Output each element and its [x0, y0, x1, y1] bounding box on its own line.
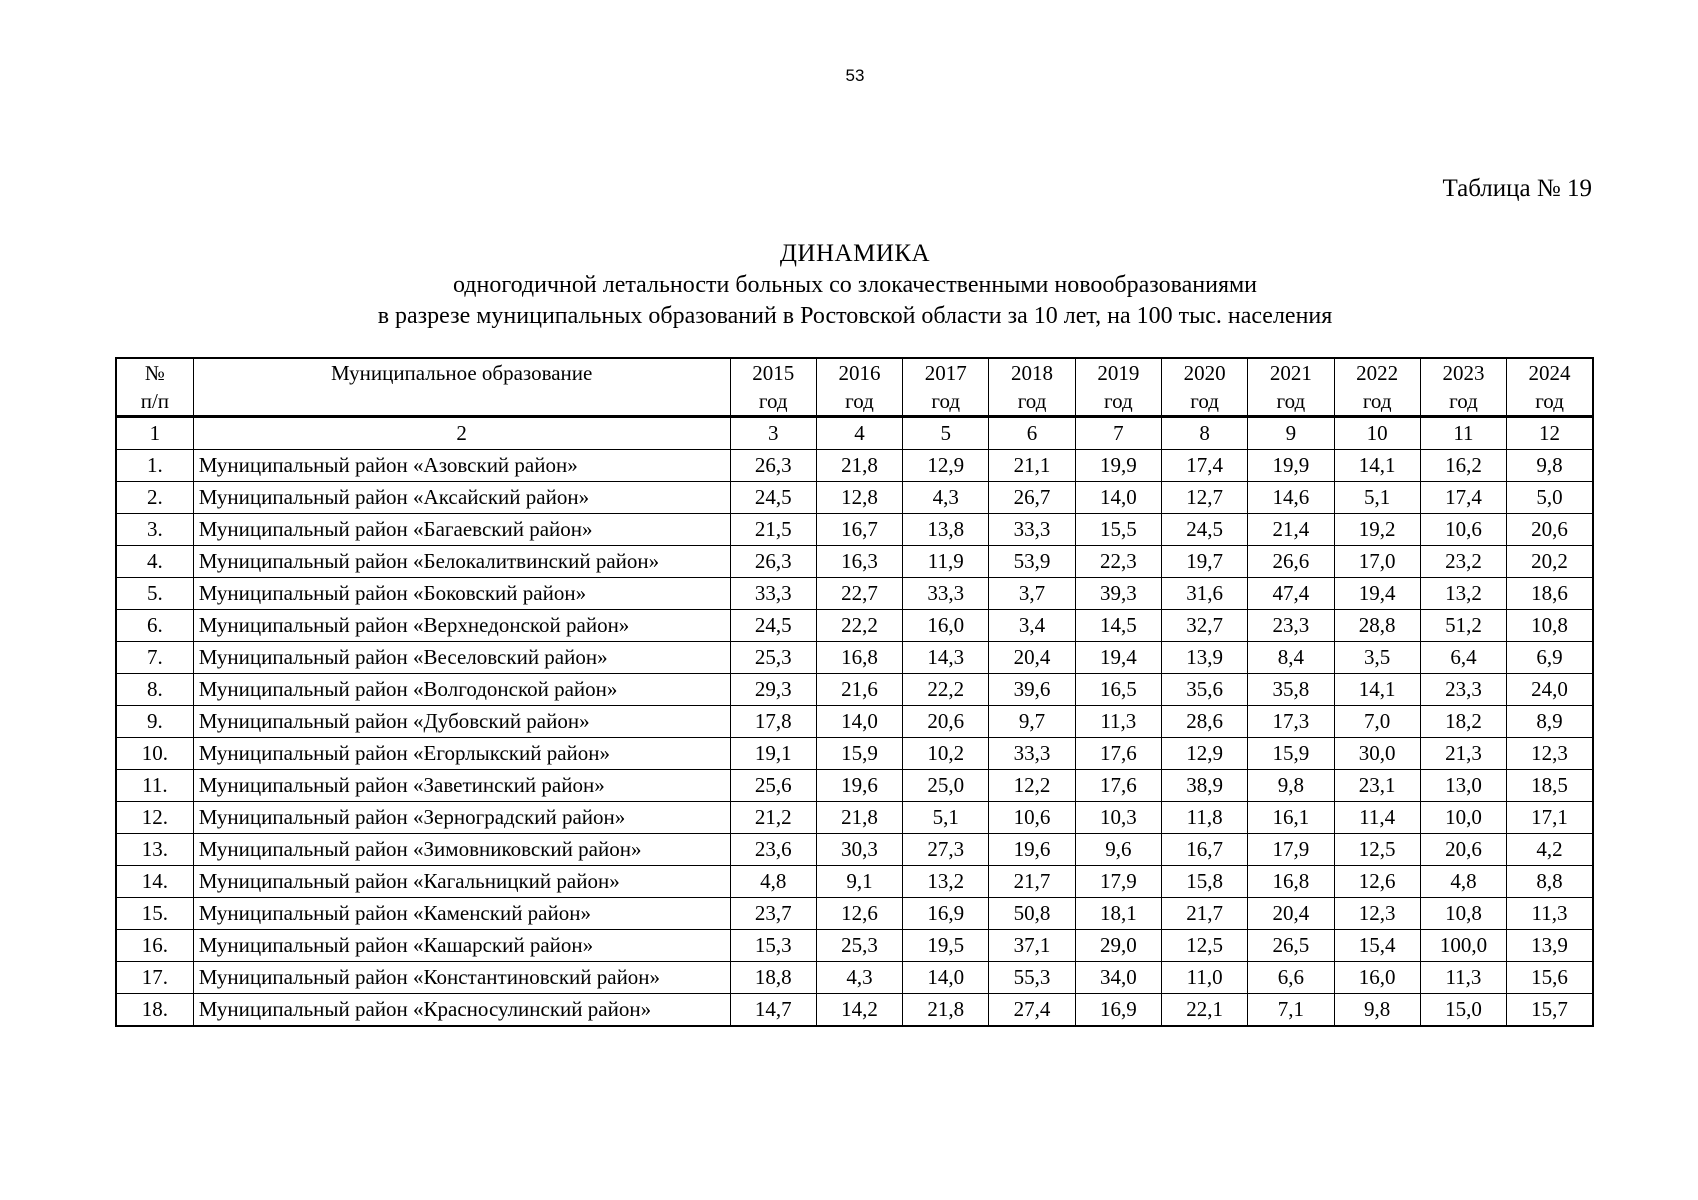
value-cell: 100,0 — [1420, 930, 1506, 962]
header-year: 2016 — [838, 361, 881, 385]
value-cell: 17,8 — [730, 706, 816, 738]
header-year-cell — [730, 358, 816, 417]
value-cell: 14,1 — [1334, 674, 1420, 706]
municipality-name-cell: Муниципальный район «Константиновский район» — [193, 962, 730, 994]
column-number-cell: 4 — [816, 417, 902, 450]
value-cell: 21,1 — [989, 450, 1075, 482]
value-cell: 39,6 — [989, 674, 1075, 706]
header-year-suffix: год — [1276, 389, 1306, 413]
value-cell: 21,3 — [1420, 738, 1506, 770]
value-cell: 17,4 — [1420, 482, 1506, 514]
header-number-cell — [116, 358, 193, 417]
value-cell: 13,8 — [903, 514, 989, 546]
value-cell: 25,3 — [730, 642, 816, 674]
value-cell: 23,2 — [1420, 546, 1506, 578]
table-row — [116, 898, 1593, 930]
header-year-cell — [1420, 358, 1506, 417]
value-cell: 39,3 — [1075, 578, 1161, 610]
value-cell: 14,7 — [730, 994, 816, 1027]
value-cell: 15,4 — [1334, 930, 1420, 962]
value-cell: 26,6 — [1248, 546, 1334, 578]
column-number-cell: 11 — [1420, 417, 1506, 450]
header-year-cell — [903, 358, 989, 417]
row-number-cell: 6. — [116, 610, 193, 642]
municipality-name-cell: Муниципальный район «Боковский район» — [193, 578, 730, 610]
value-cell: 21,4 — [1248, 514, 1334, 546]
header-municipality-cell: Муниципальное образование — [193, 358, 730, 417]
value-cell: 29,0 — [1075, 930, 1161, 962]
value-cell: 14,1 — [1334, 450, 1420, 482]
value-cell: 15,5 — [1075, 514, 1161, 546]
value-cell: 18,8 — [730, 962, 816, 994]
municipality-name-cell: Муниципальный район «Веселовский район» — [193, 642, 730, 674]
table-row — [116, 802, 1593, 834]
value-cell: 17,9 — [1248, 834, 1334, 866]
title-subtitle-line-1: одногодичной летальности больных со злокачественными новообразованиями — [452, 272, 1258, 298]
row-number-cell: 2. — [116, 482, 193, 514]
value-cell: 14,3 — [903, 642, 989, 674]
value-cell: 21,8 — [903, 994, 989, 1027]
header-year-cell — [1248, 358, 1334, 417]
value-cell: 14,0 — [816, 706, 902, 738]
value-cell: 24,5 — [730, 482, 816, 514]
value-cell: 15,0 — [1420, 994, 1506, 1027]
header-year-cell — [1507, 358, 1593, 417]
value-cell: 12,6 — [816, 898, 902, 930]
municipality-name-cell: Муниципальный район «Егорлыкский район» — [193, 738, 730, 770]
value-cell: 19,4 — [1334, 578, 1420, 610]
value-cell: 33,3 — [903, 578, 989, 610]
value-cell: 10,3 — [1075, 802, 1161, 834]
value-cell: 18,6 — [1507, 578, 1593, 610]
value-cell: 25,6 — [730, 770, 816, 802]
value-cell: 51,2 — [1420, 610, 1506, 642]
table-row — [116, 930, 1593, 962]
title-subtitle-line-2: в разрезе муниципальных образований в Ростовской области за 10 лет, на 100 тыс. населения — [377, 303, 1333, 329]
header-year-suffix: год — [931, 389, 961, 413]
value-cell: 16,8 — [816, 642, 902, 674]
header-year: 2017 — [924, 361, 967, 385]
row-number-cell: 11. — [116, 770, 193, 802]
value-cell: 38,9 — [1161, 770, 1247, 802]
value-cell: 10,2 — [903, 738, 989, 770]
value-cell: 5,0 — [1507, 482, 1593, 514]
value-cell: 55,3 — [989, 962, 1075, 994]
value-cell: 12,9 — [1161, 738, 1247, 770]
value-cell: 12,6 — [1334, 866, 1420, 898]
header-year-suffix: год — [758, 389, 788, 413]
table-row — [116, 578, 1593, 610]
column-number-cell: 3 — [730, 417, 816, 450]
value-cell: 17,4 — [1161, 450, 1247, 482]
value-cell: 15,3 — [730, 930, 816, 962]
value-cell: 16,5 — [1075, 674, 1161, 706]
value-cell: 12,9 — [903, 450, 989, 482]
value-cell: 19,2 — [1334, 514, 1420, 546]
table-row — [116, 866, 1593, 898]
table-body — [116, 417, 1593, 1027]
value-cell: 17,6 — [1075, 770, 1161, 802]
value-cell: 21,7 — [1161, 898, 1247, 930]
value-cell: 20,6 — [1420, 834, 1506, 866]
value-cell: 21,8 — [816, 450, 902, 482]
header-number-abbrev: п/п — [140, 389, 170, 413]
value-cell: 12,2 — [989, 770, 1075, 802]
table-header — [116, 358, 1593, 417]
value-cell: 9,7 — [989, 706, 1075, 738]
value-cell: 27,3 — [903, 834, 989, 866]
value-cell: 27,4 — [989, 994, 1075, 1027]
value-cell: 9,6 — [1075, 834, 1161, 866]
value-cell: 30,3 — [816, 834, 902, 866]
value-cell: 16,8 — [1248, 866, 1334, 898]
row-number-cell: 9. — [116, 706, 193, 738]
value-cell: 28,6 — [1161, 706, 1247, 738]
value-cell: 19,4 — [1075, 642, 1161, 674]
value-cell: 10,6 — [1420, 514, 1506, 546]
value-cell: 10,0 — [1420, 802, 1506, 834]
value-cell: 33,3 — [730, 578, 816, 610]
table-row — [116, 546, 1593, 578]
value-cell: 16,9 — [1075, 994, 1161, 1027]
header-year-suffix: год — [1017, 389, 1047, 413]
value-cell: 21,8 — [816, 802, 902, 834]
table-row — [116, 770, 1593, 802]
table-row — [116, 706, 1593, 738]
header-year-cell — [1334, 358, 1420, 417]
value-cell: 11,4 — [1334, 802, 1420, 834]
value-cell: 11,0 — [1161, 962, 1247, 994]
value-cell: 11,3 — [1420, 962, 1506, 994]
municipality-name-cell: Муниципальный район «Красносулинский район» — [193, 994, 730, 1027]
value-cell: 32,7 — [1161, 610, 1247, 642]
value-cell: 23,7 — [730, 898, 816, 930]
value-cell: 12,8 — [816, 482, 902, 514]
row-number-cell: 15. — [116, 898, 193, 930]
value-cell: 4,8 — [1420, 866, 1506, 898]
value-cell: 5,1 — [1334, 482, 1420, 514]
value-cell: 16,7 — [816, 514, 902, 546]
value-cell: 15,9 — [1248, 738, 1334, 770]
header-year-suffix: год — [1103, 389, 1133, 413]
row-number-cell: 18. — [116, 994, 193, 1027]
value-cell: 30,0 — [1334, 738, 1420, 770]
value-cell: 15,7 — [1507, 994, 1593, 1027]
value-cell: 50,8 — [989, 898, 1075, 930]
value-cell: 3,4 — [989, 610, 1075, 642]
value-cell: 8,9 — [1507, 706, 1593, 738]
row-number-cell: 1. — [116, 450, 193, 482]
value-cell: 22,3 — [1075, 546, 1161, 578]
header-year-cell — [989, 358, 1075, 417]
value-cell: 34,0 — [1075, 962, 1161, 994]
value-cell: 35,6 — [1161, 674, 1247, 706]
table-caption: Таблица № 19 — [1442, 175, 1592, 202]
value-cell: 14,0 — [903, 962, 989, 994]
header-year-cell — [1161, 358, 1247, 417]
value-cell: 16,9 — [903, 898, 989, 930]
value-cell: 3,7 — [989, 578, 1075, 610]
value-cell: 13,9 — [1507, 930, 1593, 962]
table-row — [116, 674, 1593, 706]
municipality-name-cell: Муниципальный район «Волгодонской район» — [193, 674, 730, 706]
value-cell: 10,8 — [1420, 898, 1506, 930]
value-cell: 19,1 — [730, 738, 816, 770]
column-number-cell: 12 — [1507, 417, 1593, 450]
value-cell: 12,3 — [1507, 738, 1593, 770]
municipality-name-cell: Муниципальный район «Багаевский район» — [193, 514, 730, 546]
municipality-name-cell: Муниципальный район «Кагальницкий район» — [193, 866, 730, 898]
value-cell: 23,1 — [1334, 770, 1420, 802]
mortality-table — [115, 357, 1594, 1027]
value-cell: 9,8 — [1334, 994, 1420, 1027]
header-year: 2023 — [1442, 361, 1485, 385]
header-year: 2024 — [1528, 361, 1571, 385]
value-cell: 22,2 — [903, 674, 989, 706]
value-cell: 3,5 — [1334, 642, 1420, 674]
value-cell: 16,0 — [1334, 962, 1420, 994]
page-number: 53 — [845, 66, 865, 85]
row-number-cell: 14. — [116, 866, 193, 898]
column-number-cell: 10 — [1334, 417, 1420, 450]
row-number-cell: 17. — [116, 962, 193, 994]
table-row — [116, 738, 1593, 770]
value-cell: 19,9 — [1075, 450, 1161, 482]
value-cell: 31,6 — [1161, 578, 1247, 610]
title-block — [0, 238, 1698, 332]
value-cell: 53,9 — [989, 546, 1075, 578]
value-cell: 29,3 — [730, 674, 816, 706]
value-cell: 17,6 — [1075, 738, 1161, 770]
value-cell: 28,8 — [1334, 610, 1420, 642]
municipality-name-cell: Муниципальный район «Зимовниковский район» — [193, 834, 730, 866]
value-cell: 20,4 — [1248, 898, 1334, 930]
value-cell: 26,3 — [730, 450, 816, 482]
header-year: 2022 — [1356, 361, 1399, 385]
value-cell: 8,4 — [1248, 642, 1334, 674]
municipality-name-cell: Муниципальный район «Белокалитвинский район» — [193, 546, 730, 578]
value-cell: 11,3 — [1507, 898, 1593, 930]
value-cell: 10,8 — [1507, 610, 1593, 642]
value-cell: 9,1 — [816, 866, 902, 898]
value-cell: 26,3 — [730, 546, 816, 578]
value-cell: 19,5 — [903, 930, 989, 962]
column-number-cell: 7 — [1075, 417, 1161, 450]
value-cell: 21,5 — [730, 514, 816, 546]
title-heading: ДИНАМИКА — [779, 240, 931, 267]
value-cell: 11,8 — [1161, 802, 1247, 834]
value-cell: 11,9 — [903, 546, 989, 578]
value-cell: 4,8 — [730, 866, 816, 898]
municipality-name-cell: Муниципальный район «Аксайский район» — [193, 482, 730, 514]
table-row — [116, 962, 1593, 994]
value-cell: 17,3 — [1248, 706, 1334, 738]
row-number-cell: 7. — [116, 642, 193, 674]
value-cell: 9,8 — [1507, 450, 1593, 482]
header-number-symbol: № — [144, 361, 165, 385]
value-cell: 21,6 — [816, 674, 902, 706]
value-cell: 9,8 — [1248, 770, 1334, 802]
value-cell: 15,6 — [1507, 962, 1593, 994]
header-year-cell — [1075, 358, 1161, 417]
value-cell: 15,8 — [1161, 866, 1247, 898]
municipality-name-cell: Муниципальный район «Дубовский район» — [193, 706, 730, 738]
row-number-cell: 10. — [116, 738, 193, 770]
value-cell: 19,7 — [1161, 546, 1247, 578]
value-cell: 17,1 — [1507, 802, 1593, 834]
value-cell: 20,4 — [989, 642, 1075, 674]
value-cell: 22,1 — [1161, 994, 1247, 1027]
value-cell: 22,2 — [816, 610, 902, 642]
value-cell: 4,3 — [816, 962, 902, 994]
value-cell: 16,1 — [1248, 802, 1334, 834]
table-row — [116, 514, 1593, 546]
header-year-suffix: год — [1362, 389, 1392, 413]
row-number-cell: 13. — [116, 834, 193, 866]
municipality-name-cell: Муниципальный район «Заветинский район» — [193, 770, 730, 802]
table-row — [116, 482, 1593, 514]
row-number-cell: 4. — [116, 546, 193, 578]
header-year-cell — [816, 358, 902, 417]
value-cell: 11,3 — [1075, 706, 1161, 738]
row-number-cell: 5. — [116, 578, 193, 610]
table-row — [116, 994, 1593, 1027]
column-number-cell: 1 — [116, 417, 193, 450]
value-cell: 14,0 — [1075, 482, 1161, 514]
table-row — [116, 450, 1593, 482]
table-row — [116, 834, 1593, 866]
value-cell: 23,3 — [1420, 674, 1506, 706]
value-cell: 24,5 — [730, 610, 816, 642]
value-cell: 13,9 — [1161, 642, 1247, 674]
value-cell: 18,1 — [1075, 898, 1161, 930]
value-cell: 8,8 — [1507, 866, 1593, 898]
value-cell: 24,5 — [1161, 514, 1247, 546]
value-cell: 12,5 — [1161, 930, 1247, 962]
value-cell: 47,4 — [1248, 578, 1334, 610]
value-cell: 16,7 — [1161, 834, 1247, 866]
value-cell: 22,7 — [816, 578, 902, 610]
header-year-suffix: год — [1190, 389, 1219, 413]
table-row — [116, 642, 1593, 674]
column-number-cell: 8 — [1161, 417, 1247, 450]
value-cell: 18,2 — [1420, 706, 1506, 738]
header-year: 2015 — [752, 361, 795, 385]
value-cell: 19,6 — [989, 834, 1075, 866]
value-cell: 37,1 — [989, 930, 1075, 962]
value-cell: 23,6 — [730, 834, 816, 866]
value-cell: 21,2 — [730, 802, 816, 834]
value-cell: 23,3 — [1248, 610, 1334, 642]
value-cell: 7,0 — [1334, 706, 1420, 738]
column-number-row — [116, 417, 1593, 450]
table-row — [116, 610, 1593, 642]
header-year-suffix: год — [1535, 389, 1564, 413]
value-cell: 25,3 — [816, 930, 902, 962]
value-cell: 14,6 — [1248, 482, 1334, 514]
value-cell: 16,2 — [1420, 450, 1506, 482]
value-cell: 25,0 — [903, 770, 989, 802]
value-cell: 16,3 — [816, 546, 902, 578]
header-year-suffix: год — [1449, 389, 1478, 413]
header-year: 2019 — [1097, 361, 1140, 385]
value-cell: 16,0 — [903, 610, 989, 642]
value-cell: 12,3 — [1334, 898, 1420, 930]
value-cell: 33,3 — [989, 514, 1075, 546]
value-cell: 13,0 — [1420, 770, 1506, 802]
value-cell: 21,7 — [989, 866, 1075, 898]
value-cell: 24,0 — [1507, 674, 1593, 706]
header-year: 2018 — [1011, 361, 1054, 385]
row-number-cell: 16. — [116, 930, 193, 962]
municipality-name-cell: Муниципальный район «Зерноградский район» — [193, 802, 730, 834]
value-cell: 35,8 — [1248, 674, 1334, 706]
column-number-cell: 5 — [903, 417, 989, 450]
value-cell: 10,6 — [989, 802, 1075, 834]
row-number-cell: 8. — [116, 674, 193, 706]
value-cell: 26,7 — [989, 482, 1075, 514]
value-cell: 6,6 — [1248, 962, 1334, 994]
value-cell: 6,4 — [1420, 642, 1506, 674]
column-number-cell: 9 — [1248, 417, 1334, 450]
value-cell: 13,2 — [903, 866, 989, 898]
value-cell: 13,2 — [1420, 578, 1506, 610]
municipality-name-cell: Муниципальный район «Каменский район» — [193, 898, 730, 930]
value-cell: 26,5 — [1248, 930, 1334, 962]
header-year-suffix: год — [845, 389, 874, 413]
value-cell: 19,6 — [816, 770, 902, 802]
column-number-cell: 2 — [193, 417, 730, 450]
value-cell: 20,6 — [1507, 514, 1593, 546]
municipality-name-cell: Муниципальный район «Азовский район» — [193, 450, 730, 482]
value-cell: 20,6 — [903, 706, 989, 738]
value-cell: 17,0 — [1334, 546, 1420, 578]
value-cell: 18,5 — [1507, 770, 1593, 802]
value-cell: 33,3 — [989, 738, 1075, 770]
value-cell: 5,1 — [903, 802, 989, 834]
value-cell: 14,5 — [1075, 610, 1161, 642]
value-cell: 20,2 — [1507, 546, 1593, 578]
value-cell: 4,3 — [903, 482, 989, 514]
municipality-name-cell: Муниципальный район «Верхнедонской район» — [193, 610, 730, 642]
row-number-cell: 12. — [116, 802, 193, 834]
value-cell: 4,2 — [1507, 834, 1593, 866]
value-cell: 12,5 — [1334, 834, 1420, 866]
value-cell: 17,9 — [1075, 866, 1161, 898]
value-cell: 15,9 — [816, 738, 902, 770]
header-row — [116, 358, 1593, 417]
header-year: 2020 — [1183, 361, 1226, 385]
column-number-cell: 6 — [989, 417, 1075, 450]
value-cell: 14,2 — [816, 994, 902, 1027]
value-cell: 12,7 — [1161, 482, 1247, 514]
value-cell: 7,1 — [1248, 994, 1334, 1027]
header-year: 2021 — [1269, 361, 1312, 385]
municipality-name-cell: Муниципальный район «Кашарский район» — [193, 930, 730, 962]
value-cell: 6,9 — [1507, 642, 1593, 674]
row-number-cell: 3. — [116, 514, 193, 546]
value-cell: 19,9 — [1248, 450, 1334, 482]
